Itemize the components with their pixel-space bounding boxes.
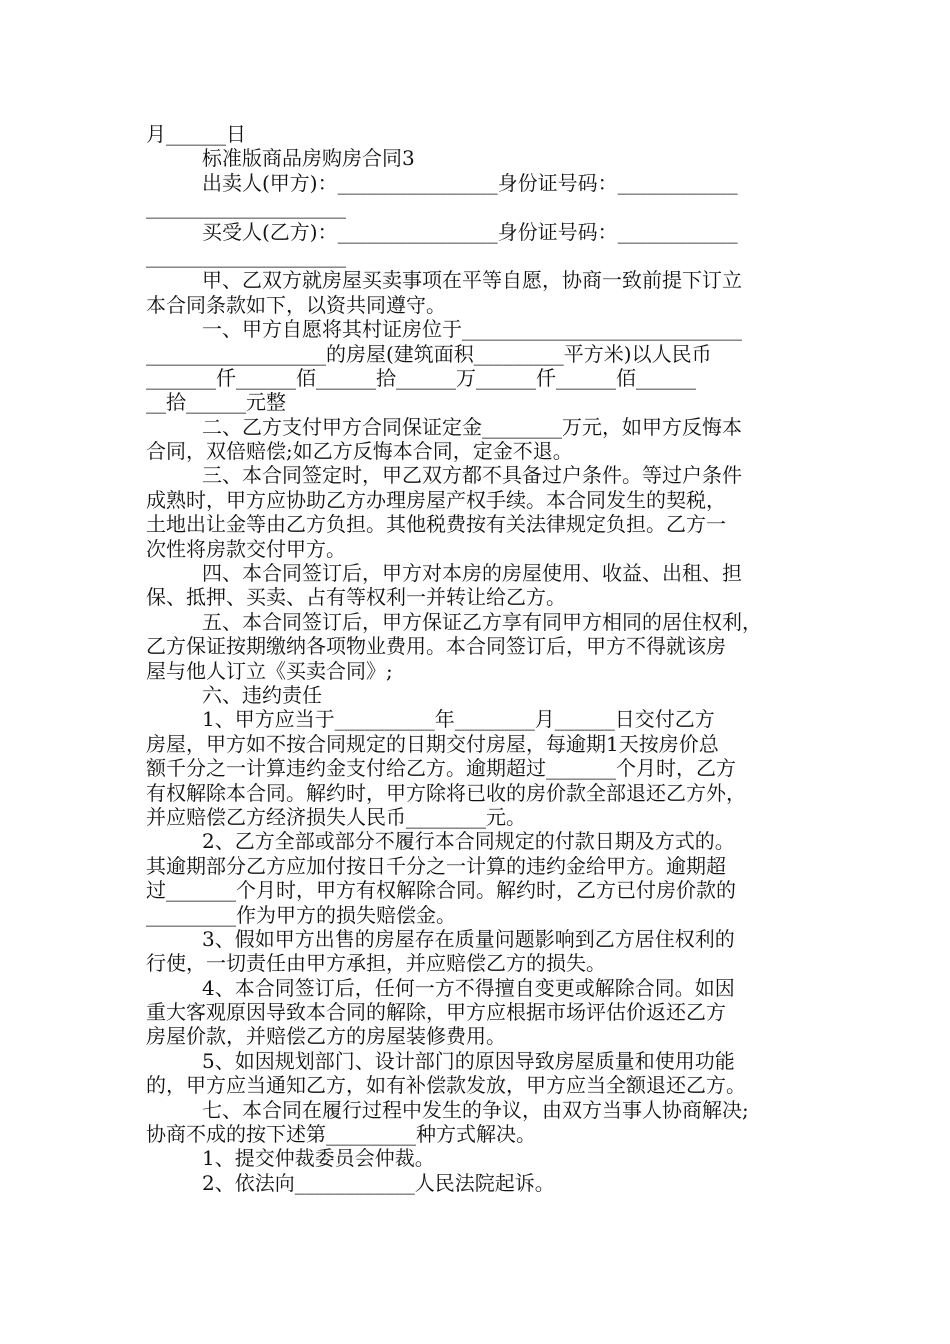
contract-document [146, 122, 810, 1195]
document-line: 5、如因规划部门、设计部门的原因导致房屋质量和使用功能 [202, 1048, 735, 1073]
document-line: 乙方保证按期缴纳各项物业费用。本合同签订后，甲方不得就该房 [146, 634, 726, 659]
document-line: 额千分之一计算违约金支付给乙方。逾期超过_______个月时，乙方 [146, 756, 736, 781]
document-line: 二、乙方支付甲方合同保证定金________万元，如甲方反悔本 [202, 414, 742, 439]
document-line: 甲、乙双方就房屋买卖事项在平等自愿，协商一致前提下订立 [202, 268, 742, 293]
document-line: 六、违约责任 [202, 682, 322, 707]
document-line: _________作为甲方的损失赔偿金。 [146, 902, 456, 927]
document-line: 2、乙方全部或部分不履行本合同规定的付款日期及方式的。 [202, 829, 735, 854]
document-line: 1、甲方应当于__________年________月______日交付乙方 [202, 707, 715, 732]
document-line: 3、假如甲方出售的房屋存在质量问题影响到乙方居住权利的 [202, 926, 735, 951]
document-line: 2、依法向____________人民法院起诉。 [202, 1170, 555, 1195]
document-line: ____________________ [146, 195, 346, 220]
document-line: 并应赔偿乙方经济损失人民币________元。 [146, 804, 526, 829]
document-line: 重大客观原因导致本合同的解除，甲方应根据市场评估价返还乙方 [146, 1000, 726, 1025]
document-line: 次性将房款交付甲方。 [146, 536, 346, 561]
document-line: 4、本合同签订后，任何一方不得擅自变更或解除合同。如因 [202, 975, 735, 1000]
document-line: 协商不成的按下述第_________种方式解决。 [146, 1122, 536, 1147]
document-line: 合同，双倍赔偿;如乙方反悔本合同，定金不退。 [146, 439, 573, 464]
document-line: 1、提交仲裁委员会仲裁。 [202, 1146, 435, 1171]
document-line: _______仟______佰______拾______万______仟______佰______ [146, 365, 696, 390]
document-line: ____________________ [146, 243, 346, 268]
document-line: 月______日 [146, 122, 246, 146]
document-line: __________________的房屋(建筑面积_________平方米)以人民币 [146, 341, 712, 366]
document-line: 一、甲方自愿将其村证房位于____________________________ [202, 317, 742, 342]
document-line: 成熟时，甲方应协助乙方办理房屋产权手续。本合同发生的契税， [146, 487, 726, 512]
document-line: 的，甲方应当通知乙方，如有补偿款发放，甲方应当全额退还乙方。 [146, 1073, 746, 1098]
document-line: 行使，一切责任由甲方承担，并应赔偿乙方的损失。 [146, 951, 606, 976]
document-line: __拾______元整 [146, 390, 286, 415]
document-line: 房屋，甲方如不按合同规定的日期交付房屋，每逾期1天按房价总 [146, 731, 719, 756]
document-line: 屋与他人订立《买卖合同》; [146, 658, 393, 683]
document-line: 房屋价款，并赔偿乙方的房屋装修费用。 [146, 1024, 506, 1049]
document-line: 七、本合同在履行过程中发生的争议，由双方当事人协商解决; [202, 1097, 749, 1122]
document-line: 买受人(乙方)：________________身份证号码：____________ [202, 219, 738, 244]
document-line: 其逾期部分乙方应加付按日千分之一计算的违约金给甲方。逾期超 [146, 853, 726, 878]
document-line: 土地出让金等由乙方负担。其他税费按有关法律规定负担。乙方一 [146, 512, 726, 537]
document-line: 有权解除本合同。解约时，甲方除将已收的房价款全部退还乙方外， [146, 780, 746, 805]
document-line: 五、本合同签订后，甲方保证乙方享有同甲方相同的居住权利， [202, 609, 762, 634]
document-line: 四、本合同签订后，甲方对本房的房屋使用、收益、出租、担 [202, 561, 742, 586]
document-line: 本合同条款如下，以资共同遵守。 [146, 292, 446, 317]
document-line: 保、抵押、买卖、占有等权利一并转让给乙方。 [146, 585, 566, 610]
document-line: 标准版商品房购房合同3 [202, 146, 415, 171]
document-line: 三、本合同签定时，甲乙双方都不具备过户条件。等过户条件 [202, 463, 742, 488]
document-line: 出卖人(甲方)：________________身份证号码：____________ [202, 170, 738, 195]
document-line: 过_______个月时，甲方有权解除合同。解约时，乙方已付房价款的 [146, 878, 736, 903]
